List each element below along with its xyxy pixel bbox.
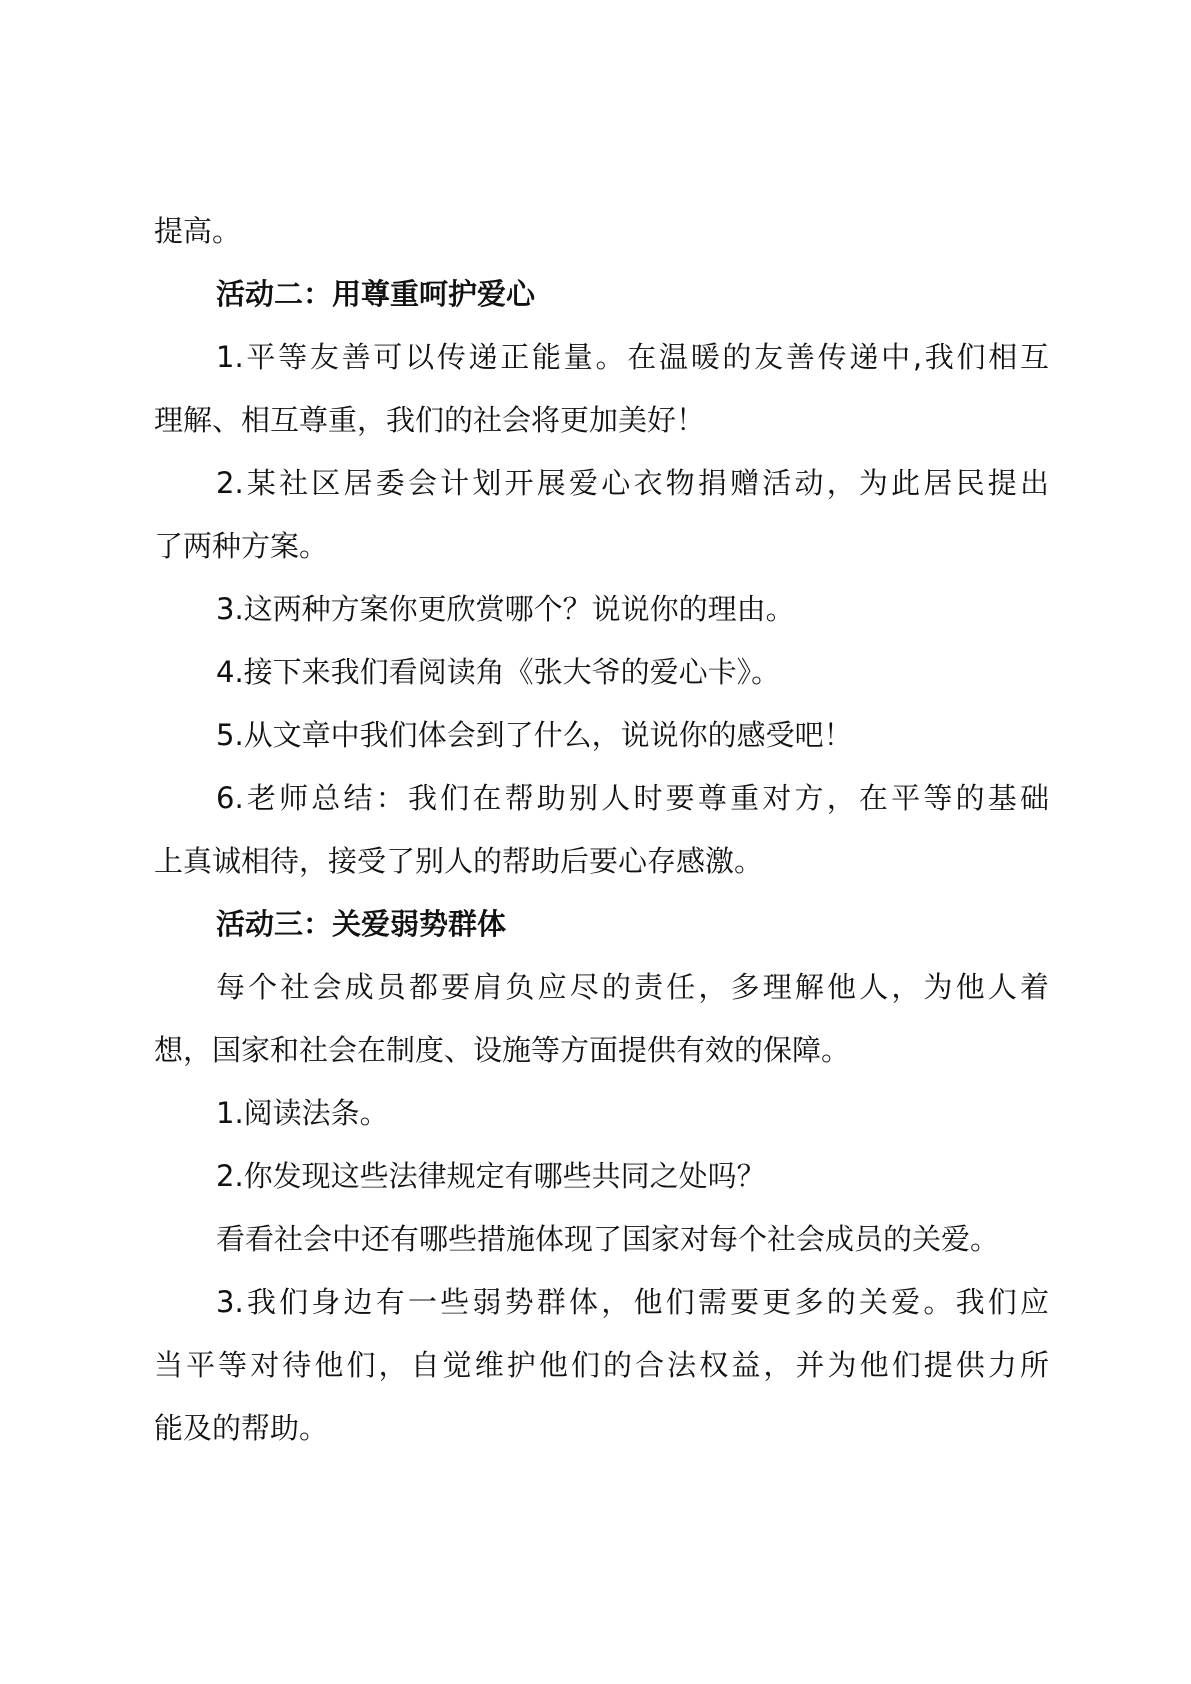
paragraph-line: 1.阅读法条。 xyxy=(216,1096,389,1130)
paragraph-line: 6.老师总结：我们在帮助别人时要尊重对方，在平等的基础 xyxy=(216,781,1049,815)
paragraph-line: 了两种方案。 xyxy=(154,529,329,563)
section-heading-activity-3: 活动三：关爱弱势群体 xyxy=(216,907,507,941)
paragraph-line: 5.从文章中我们体会到了什么，说说你的感受吧！ xyxy=(216,718,853,752)
document-body xyxy=(154,200,1054,1460)
paragraph-line: 3.我们身边有一些弱势群体，他们需要更多的关爱。我们应 xyxy=(216,1285,1049,1319)
paragraph-line: 每个社会成员都要肩负应尽的责任，多理解他人，为他人着 xyxy=(216,970,1049,1004)
paragraph-line: 想，国家和社会在制度、设施等方面提供有效的保障。 xyxy=(154,1033,851,1067)
paragraph-line: 1.平等友善可以传递正能量。在温暖的友善传递中,我们相互 xyxy=(216,340,1049,374)
paragraph-line: 4.接下来我们看阅读角《张大爷的爱心卡》。 xyxy=(216,655,781,689)
paragraph-line: 3.这两种方案你更欣赏哪个？说说你的理由。 xyxy=(216,592,795,626)
paragraph-line: 2.你发现这些法律规定有哪些共同之处吗？ xyxy=(216,1159,766,1193)
paragraph-line: 当平等对待他们，自觉维护他们的合法权益，并为他们提供力所 xyxy=(154,1348,1049,1382)
paragraph-line: 上真诚相待，接受了别人的帮助后要心存感激。 xyxy=(154,844,764,878)
paragraph-line: 理解、相互尊重，我们的社会将更加美好！ xyxy=(154,403,706,437)
paragraph-line: 提高。 xyxy=(154,214,242,248)
paragraph-line: 看看社会中还有哪些措施体现了国家对每个社会成员的关爱。 xyxy=(216,1222,1000,1256)
paragraph-line: 能及的帮助。 xyxy=(154,1411,329,1445)
paragraph-line: 2.某社区居委会计划开展爱心衣物捐赠活动，为此居民提出 xyxy=(216,466,1049,500)
section-heading-activity-2: 活动二：用尊重呵护爱心 xyxy=(216,277,536,311)
